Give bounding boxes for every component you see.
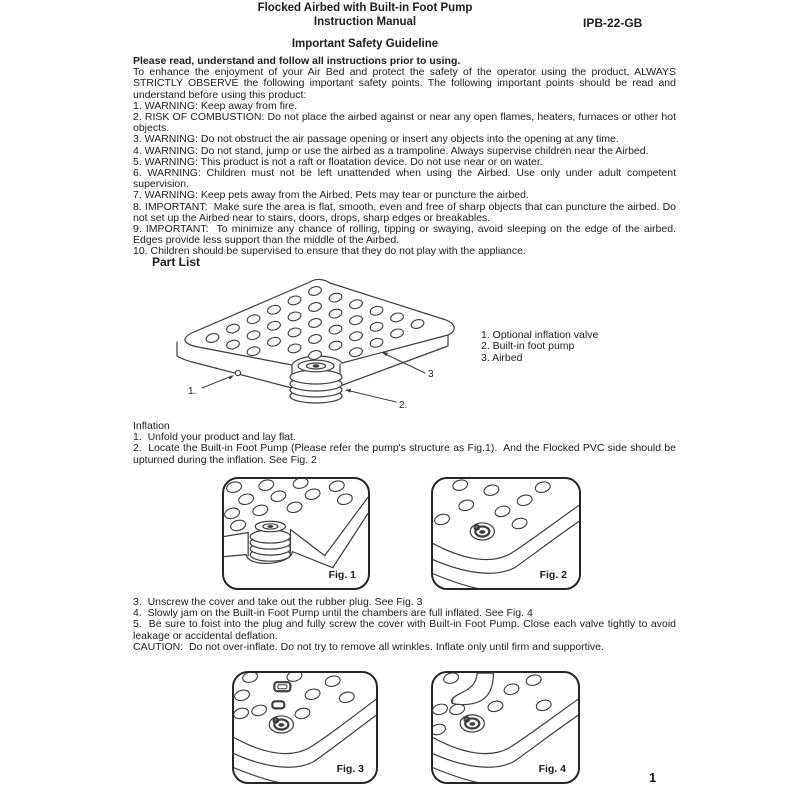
callout-line-1 <box>202 376 232 388</box>
safety-item: 1. WARNING: Keep away from fire. <box>133 99 298 112</box>
fig4-panel <box>431 671 580 784</box>
part-list-item: 3. Airbed <box>481 351 523 364</box>
fig1-dimples <box>224 479 353 532</box>
callout-arrow-3 <box>382 352 388 356</box>
valve-icon <box>269 716 293 733</box>
safety-item: 7. WARNING: Keep pets away from the Airbed. Pets may tear or puncture the airbed. <box>133 189 529 202</box>
inflation-heading: Inflation <box>133 420 170 432</box>
part-list-heading: Part List <box>152 255 201 269</box>
callout-label-3: 3 <box>428 369 434 380</box>
pump-coil <box>290 370 342 403</box>
part-list-item: 1. Optional inflation valve <box>481 329 599 341</box>
safety-item: 4. WARNING: Do not stand, jump or use the airbed as a trampoline. Always supervise children near the Airbed. <box>133 144 649 157</box>
valve-icon <box>460 715 484 732</box>
fig1-panel <box>222 477 370 590</box>
inflation-section-top <box>133 420 679 466</box>
inflation-caution: CAUTION: Do not over-inflate. Do not try to remove all wrinkles. Inflate only until firm and supportive. <box>133 640 604 653</box>
rubber-plug-icon <box>272 701 284 708</box>
inflation-step: 3. Unscrew the cover and take out the rubber plug. See Fig. 3 <box>133 596 423 608</box>
fig2-dimples <box>433 479 551 530</box>
doc-subtitle: Instruction Manual <box>313 16 417 28</box>
callout-line-3 <box>383 353 425 373</box>
inflation-section-bottom <box>133 596 679 653</box>
pump-cap <box>298 360 334 372</box>
optional-valve-mark <box>235 370 240 375</box>
safety-item: 6. WARNING: Children must not be left unattended when using the Airbed. Use only under adult competent supervision. <box>133 167 679 191</box>
pump-cap <box>255 521 285 531</box>
safety-intro-bold: Please read, understand and follow all instructions prior to using. <box>133 55 461 67</box>
inflation-step: 1. Unfold your product and lay flat. <box>133 431 296 444</box>
model-number: IPB-22-GB <box>583 16 643 30</box>
fig3-dimples <box>234 673 355 720</box>
section-title-safety: Important Safety Guideline <box>291 38 439 50</box>
safety-intro: To enhance the enjoyment of your Air Bed and protect the safety of the operator using the product, ALWAYS STRICTLY OBSERVE the following important safety points. The following important points should be read and understand before using this product: <box>133 66 679 101</box>
inflation-step: 5. Be sure to foist into the plug and fully screw the cover with Built-in Foot Pump. Close each valve tightly to avoid leakage or accidental deflation. <box>133 618 679 642</box>
inflation-step: 2. Locate the Built-in Foot Pump (Please refer the pump's structure as Fig.1). And the Flocked PVC side should be upturned during the inflation. See Fig. 2 <box>133 442 679 466</box>
safety-item: 10. Children should be supervised to ensure that they do not play with the appliance. <box>133 245 526 258</box>
part-list-items <box>481 330 598 364</box>
part-list-item: 2. Built-in foot pump <box>481 340 575 353</box>
fig3-panel <box>232 671 378 784</box>
fig2-caption: Fig. 2 <box>539 569 567 581</box>
page-number: 1 <box>649 770 657 785</box>
pump-coil <box>250 530 290 561</box>
valve-cover-icon <box>274 682 290 691</box>
callout-label-2: 2. <box>399 400 408 411</box>
callout-arrow-2 <box>345 389 351 393</box>
fig4-caption: Fig. 4 <box>538 763 566 775</box>
fig1-caption: Fig. 1 <box>328 569 356 581</box>
fig3-caption: Fig. 3 <box>336 763 364 775</box>
safety-item: 8. IMPORTANT: Make sure the area is flat, smooth, even and free of sharp objects that can puncture the airbed. Do not set up the Airbed near to stairs, doors, drops, sharp edges or breakables. <box>133 200 679 224</box>
callout-line-2 <box>346 390 396 402</box>
safety-item: 3. WARNING: Do not obstruct the air passage opening or insert any objects into the opening at any time. <box>133 133 619 146</box>
safety-section <box>133 55 679 258</box>
inflation-step: 4. Slowly jam on the Built-in Foot Pump until the chambers are full inflated. See Fig. 4 <box>133 607 533 620</box>
doc-title: Flocked Airbed with Built-in Foot Pump <box>257 2 473 14</box>
safety-item: 2. RISK OF COMBUSTION: Do not place the airbed against or near any open flames, heaters, furnaces or other hot objects. <box>133 111 679 135</box>
fig2-panel <box>431 477 581 590</box>
callout-label-1: 1. <box>188 386 197 397</box>
valve-icon <box>470 523 494 540</box>
safety-item: 5. WARNING: This product is not a raft or floatation device. Do not use near or on water. <box>133 155 543 168</box>
airbed-diagram <box>150 276 480 416</box>
safety-item: 9. IMPORTANT: To minimize any chance of rolling, tipping or swaying, avoid sleeping on the edge of the airbed. Edges provide less support than the middle of the Airbed. <box>133 223 679 247</box>
